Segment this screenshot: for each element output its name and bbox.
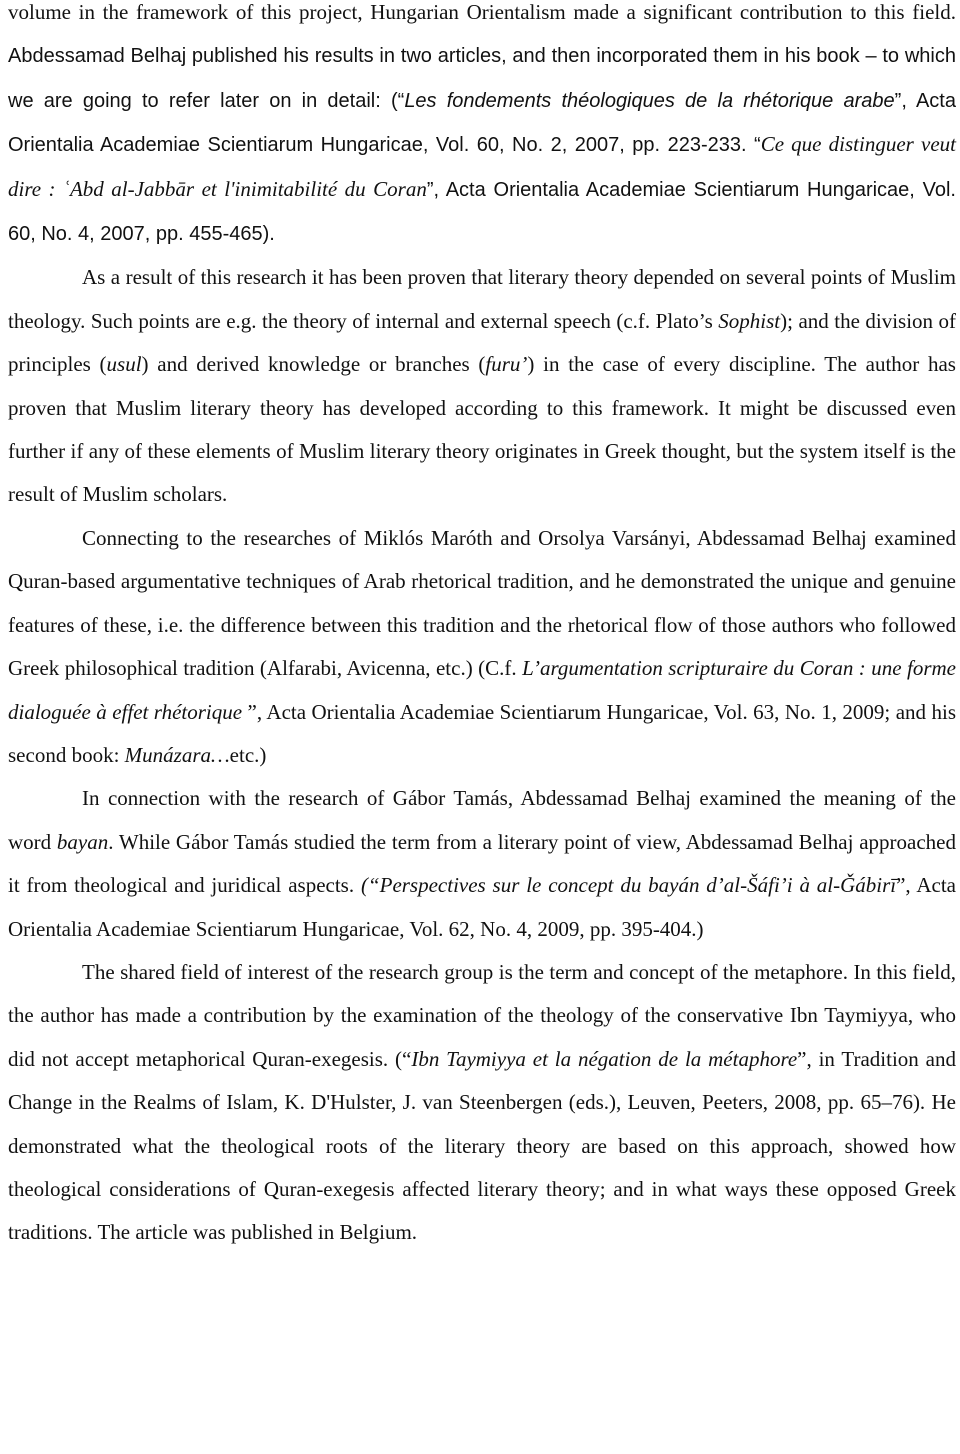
italic-term: furu’ [485, 352, 528, 377]
text-run: ) and derived knowledge or branches ( [141, 352, 486, 377]
text-run: ) in the case of every discipline. The author has proven that Muslim literary theory has developed according to this framework. It might be discussed even further if any of these elements of Muslim literary theory originates in Greek thought, but the system itself is the result of Muslim scholars. [8, 352, 956, 507]
paragraph-argumentative-techniques [8, 517, 956, 777]
italic-title: (“Perspectives sur le concept du bayán d’al-Šáfi’i à al-Ǧábirī [360, 873, 897, 898]
paragraph-research-result [8, 256, 956, 516]
paragraph-continuation [8, 0, 956, 256]
text-run: The shared field of interest of the research group is the term and concept of the metaphore. In this field, the author has made a contribution by the examination of the theology of the conservative Ibn Taymiyya, who did not accept metaphorical Quran-exegesis. (“ [8, 959, 956, 1071]
text-run: Abdessamad Belhaj published his results in two articles, and then incorporated them in his book – to which we are going to refer later on in detail: (“ [8, 45, 956, 112]
text-run: ); and the division of principles ( [8, 308, 957, 377]
paragraph-bayan [8, 777, 956, 951]
text-run: ”, in Tradition and Change in the Realms of Islam, K. D'Hulster, J. van Steenbergen (eds.), Leuven, Peeters, 2008, pp. 65–76). He demonstrated what the theological roots of the literary theory are based on this approach, showed how theological considerations of Quran-exegesis affected literary theory; and in what ways these opposed Greek traditions. The article was published in Belgium. [8, 1046, 956, 1245]
text-run: In connection with the research of Gábor Tamás, Abdessamad Belhaj examined the meaning of the word [8, 786, 956, 854]
text-run: volume in the framework of this project, Hungarian Orientalism made a significant contribution to this field. [8, 0, 956, 24]
italic-term: Sophist [718, 308, 781, 333]
text-run: ”, Acta Orientalia Academiae Scientiarum Hungaricae, Vol. 62, No. 4, 2009, pp. 395-404.) [8, 873, 956, 941]
paragraph-metaphore [8, 951, 956, 1255]
italic-title: Munázara… [124, 742, 230, 767]
text-run: ”, Acta Orientalia Academiae Scientiarum Hungaricae, Vol. 60, No. 4, 2007, pp. 455-465). [8, 178, 956, 246]
text-run: etc.) [229, 742, 267, 767]
italic-term: bayan [56, 829, 109, 854]
text-run: Connecting to the researches of Miklós Maróth and Orsolya Varsányi, Abdessamad Belhaj examined Quran-based argumentative techniques of Arab rhetorical tradition, and he demonstrated the unique and genuine features of these, i.e. the difference between this tradition and the rhetorical flow of those authors who followed Greek philosophical tradition (Alfarabi, Avicenna, etc.) (C.f. [8, 525, 956, 681]
italic-term: usul [106, 352, 142, 377]
italic-title: Ce que distinguer veut dire : ʿAbd al-Jabbār et l'inimitabilité du Coran [8, 132, 956, 201]
text-run: . While Gábor Tamás studied the term from a literary point of view, Abdessamad Belhaj approached it from theological and juridical aspects. [8, 829, 956, 898]
text-run: As a result of this research it has been proven that literary theory depended on several points of Muslim theology. Such points are e.g. the theory of internal and external speech (c.f. Plato’s [8, 265, 956, 333]
text-run: ”, Acta Orientalia Academiae Scientiarum Hungaricae, Vol. 60, No. 2, 2007, pp. 223-233. “ [8, 89, 956, 157]
italic-title: Ibn Taymiyya et la négation de la métaphore [411, 1046, 798, 1071]
document-page [8, 0, 956, 1255]
italic-title: L’argumentation scripturaire du Coran : une forme dialoguée à effet rhétorique [8, 656, 956, 724]
text-run: ”, Acta Orientalia Academiae Scientiarum Hungaricae, Vol. 63, No. 1, 2009; and his second book: [8, 699, 956, 767]
italic-title: Les fondements théologiques de la rhétorique arabe [404, 89, 895, 112]
